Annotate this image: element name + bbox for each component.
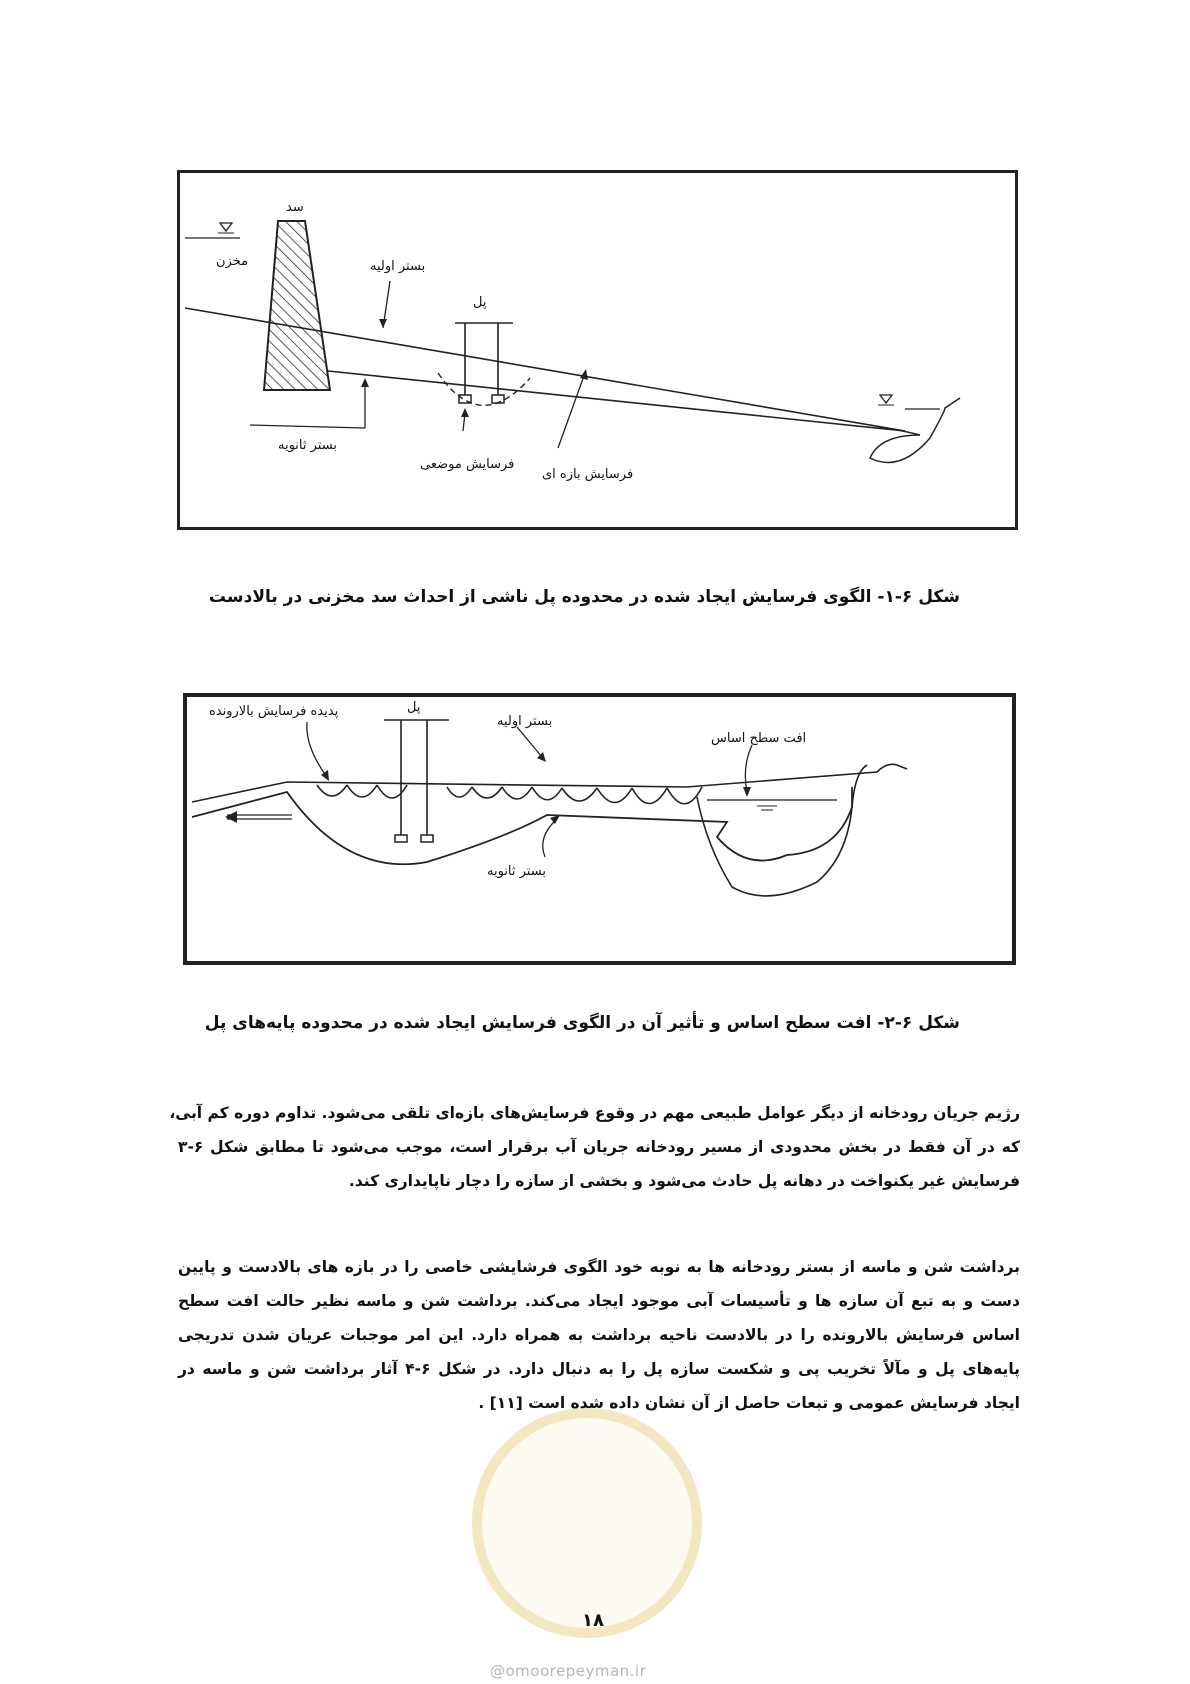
label-dam: سد — [286, 200, 304, 215]
bridge-footing-left-2 — [395, 835, 407, 842]
secondary-bed-profile — [192, 787, 852, 864]
paragraph-1-line: فرسایش غیر یکنواخت در دهانه پل حادث می‌شود و بخشی از سازه را دچار ناپایداری کند. — [348, 1172, 1020, 1190]
label-bridge: پل — [473, 295, 487, 310]
label-secondary-bed: بستر ثانویه — [278, 438, 337, 453]
bridge-footing-right-2 — [421, 835, 433, 842]
label-reservoir: مخزن — [216, 254, 249, 269]
watermark-url: @omoorepeyman.ir — [490, 1662, 647, 1680]
paragraph-1 — [169, 1096, 1020, 1198]
paragraph-2-line: ایجاد فرسایش عمومی و تبعات حاصل از آن نشان داده شده است [۱۱] . — [478, 1394, 1020, 1412]
headcut-scallops — [317, 785, 702, 804]
downstream-channel — [870, 398, 960, 463]
page-number: ۱۸ — [582, 1610, 604, 1631]
secondary-bed-line — [328, 371, 905, 431]
downstream-water-symbol — [880, 395, 892, 403]
leader-initial-bed-2 — [517, 727, 542, 757]
flow-direction-arrow — [225, 811, 237, 823]
label-base-level-drop: افت سطح اساس — [711, 731, 807, 746]
watermark-seal — [472, 1408, 702, 1638]
paragraph-2 — [178, 1250, 1020, 1420]
label-bridge-2: پل — [407, 700, 421, 715]
figure-1 — [177, 170, 1018, 530]
label-headcut: پدیده فرسایش بالارونده — [209, 704, 339, 719]
local-scour-hole — [438, 373, 530, 405]
label-local-scour: فرسایش موضعی — [420, 457, 515, 472]
paragraph-2-line: پایه‌های پل و مآلاً تخریب پی و شکست سازه پل را به دنبال دارد. در شکل ۶-۴ آثار برداشت شن و ماسه در — [178, 1360, 1020, 1378]
paragraph-2-line: اساس فرسایش بالارونده را در بالادست ناحیه برداشت به همراه دارد. این امر موجبات عریان شدن تدریجی — [178, 1326, 1020, 1344]
figure-1-caption: شکل ۶-۱- الگوی فرسایش ایجاد شده در محدوده پل ناشی از احداث سد مخزنی در بالادست — [208, 587, 960, 607]
water-level-symbol — [220, 223, 232, 231]
paragraph-2-line: دست و به تبع آن سازه ها و تأسیسات آبی موجود ایجاد می‌کند. برداشت شن و ماسه نظیر حالت افت سطح — [178, 1292, 1020, 1310]
leader-reach-scour — [558, 373, 585, 448]
label-reach-scour: فرسایش بازه ای — [542, 467, 634, 482]
figure-2-drawing — [187, 697, 1012, 961]
leader-secondary-bed-2 — [543, 819, 557, 857]
leader-base-level — [745, 745, 752, 792]
paragraph-1-line: که در آن فقط در بخش محدودی از مسیر رودخانه جریان آب برقرار است، موجب می‌شود تا مطابق شکل ۶-۳ — [178, 1138, 1020, 1156]
leader-headcut — [307, 722, 327, 777]
figure-2 — [183, 693, 1016, 965]
paragraph-1-line: رژیم جریان رودخانه از دیگر عوامل طبیعی مهم در وقوع فرسایش‌های بازه‌ای تلقی می‌شود. تداوم دوره کم آبی، — [169, 1104, 1020, 1122]
bridge-footing-right — [492, 395, 504, 403]
label-initial-bed: بستر اولیه — [370, 259, 426, 274]
label-initial-bed-2: بستر اولیه — [497, 714, 553, 729]
figure-2-caption: شکل ۶-۲- افت سطح اساس و تأثیر آن در الگوی فرسایش ایجاد شده در محدوده پایه‌های پل — [204, 1013, 960, 1033]
label-secondary-bed-2: بستر ثانویه — [487, 864, 546, 879]
initial-bed-profile — [192, 764, 907, 802]
dam-shape — [264, 221, 330, 390]
figure-1-drawing — [180, 173, 1015, 527]
paragraph-2-line: برداشت شن و ماسه از بستر رودخانه ها به نوبه خود الگوی فرشایشی خاصی را در بازه های بالادست و پایین — [178, 1258, 1020, 1276]
